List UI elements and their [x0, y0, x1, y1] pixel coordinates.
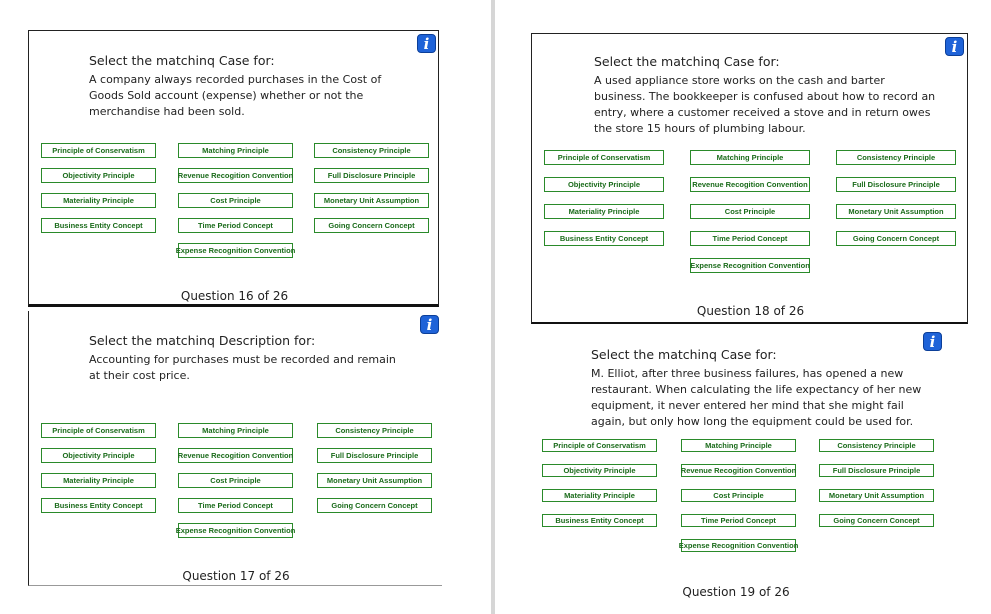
answer-materiality[interactable]: Materiality Principle — [544, 204, 664, 219]
prompt-body: M. Elliot, after three business failures, has opened a new restaurant. When calculating the life expectancy of her new equipment, it never entered her mind that she might fail again, but only how long the equipment could be used for. — [591, 367, 922, 428]
info-icon[interactable]: i — [420, 315, 439, 334]
question-prompt — [594, 54, 939, 137]
answer-going[interactable]: Going Concern Concept — [314, 218, 429, 233]
info-icon[interactable]: i — [417, 34, 436, 53]
answer-conservatism[interactable]: Principle of Conservatism — [544, 150, 664, 165]
answer-cost[interactable]: Cost Principle — [690, 204, 810, 219]
answer-revenue[interactable]: Revenue Recogition Convention — [680, 466, 797, 475]
question-prompt — [89, 333, 409, 384]
answer-objectivity[interactable]: Objectivity Principle — [542, 464, 657, 477]
answer-revenue[interactable]: Revenue Recogition Convention — [178, 168, 293, 183]
question-counter: Question 19 of 26 — [682, 585, 790, 599]
question-counter: Question 16 of 26 — [180, 289, 289, 303]
answer-monetary[interactable]: Monetary Unit Assumption — [317, 473, 432, 488]
prompt-title: Select the matchinq Case for: — [594, 54, 780, 69]
answer-going[interactable]: Going Concern Concept — [819, 514, 934, 527]
answer-materiality[interactable]: Materiality Principle — [41, 193, 156, 208]
answer-period[interactable]: Time Period Concept — [690, 231, 810, 246]
answer-conservatism[interactable]: Principle of Conservatism — [41, 423, 156, 438]
answer-matching[interactable]: Matching Principle — [690, 150, 810, 165]
prompt-title: Select the matchinq Case for: — [89, 53, 275, 68]
answer-consistency[interactable]: Consistency Principle — [317, 423, 432, 438]
answer-entity[interactable]: Business Entity Concept — [41, 218, 156, 233]
answer-matching[interactable]: Matching Principle — [178, 143, 293, 158]
answer-objectivity[interactable]: Objectivity Principle — [41, 168, 156, 183]
answer-entity[interactable]: Business Entity Concept — [544, 231, 664, 246]
panel-divider — [491, 0, 495, 614]
question-16-panel — [28, 30, 439, 307]
answer-disclosure[interactable]: Full Disclosure Principle — [317, 448, 432, 463]
answer-going[interactable]: Going Concern Concept — [317, 498, 432, 513]
answer-materiality[interactable]: Materiality Principle — [41, 473, 156, 488]
answer-entity[interactable]: Business Entity Concept — [542, 514, 657, 527]
prompt-title: Select the matchinq Description for: — [89, 333, 316, 348]
prompt-body: A company always recorded purchases in the Cost of Goods Sold account (expense) whether or not the merchandise had been sold. — [89, 73, 382, 118]
answer-period[interactable]: Time Period Concept — [178, 498, 293, 513]
answer-consistency[interactable]: Consistency Principle — [819, 439, 934, 452]
answer-expense[interactable]: Expense Recognition Convention — [178, 243, 293, 258]
answer-period[interactable]: Time Period Concept — [681, 514, 796, 527]
answer-disclosure[interactable]: Full Disclosure Principle — [836, 177, 956, 192]
prompt-body: Accounting for purchases must be recorded and remain at their cost price. — [89, 353, 396, 382]
answer-going[interactable]: Going Concern Concept — [836, 231, 956, 246]
answer-monetary[interactable]: Monetary Unit Assumption — [836, 204, 956, 219]
answer-disclosure[interactable]: Full Disclosure Principle — [819, 464, 934, 477]
answer-monetary[interactable]: Monetary Unit Assumption — [314, 193, 429, 208]
answer-conservatism[interactable]: Principle of Conservatism — [41, 143, 156, 158]
question-counter: Question 17 of 26 — [182, 569, 290, 583]
answer-matching[interactable]: Matching Principle — [681, 439, 796, 452]
question-prompt — [591, 347, 936, 430]
answer-objectivity[interactable]: Objectivity Principle — [41, 448, 156, 463]
answer-objectivity[interactable]: Objectivity Principle — [544, 177, 664, 192]
question-18-panel — [531, 33, 968, 324]
answer-cost[interactable]: Cost Principle — [178, 473, 293, 488]
answer-period[interactable]: Time Period Concept — [178, 218, 293, 233]
question-19-panel — [531, 330, 969, 610]
answer-cost[interactable]: Cost Principle — [178, 193, 293, 208]
answer-expense[interactable]: Expense Recognition Convention — [678, 541, 799, 550]
answer-consistency[interactable]: Consistency Principle — [836, 150, 956, 165]
answer-monetary[interactable]: Monetary Unit Assumption — [819, 489, 934, 502]
answer-disclosure[interactable]: Full Disclosure Principle — [314, 168, 429, 183]
info-icon[interactable]: i — [923, 332, 942, 351]
answer-conservatism[interactable]: Principle of Conservatism — [542, 439, 657, 452]
answer-consistency[interactable]: Consistency Principle — [314, 143, 429, 158]
prompt-title: Select the matchinq Case for: — [591, 347, 777, 362]
answer-matching[interactable]: Matching Principle — [178, 423, 293, 438]
question-prompt — [89, 53, 409, 120]
answer-revenue[interactable]: Revenue Recogition Convention — [178, 448, 293, 463]
question-17-panel — [28, 311, 442, 586]
answer-materiality[interactable]: Materiality Principle — [542, 489, 657, 502]
answer-entity[interactable]: Business Entity Concept — [41, 498, 156, 513]
answer-cost[interactable]: Cost Principle — [681, 489, 796, 502]
question-counter: Question 18 of 26 — [696, 304, 805, 318]
answer-revenue[interactable]: Revenue Recogition Convention — [690, 177, 810, 192]
answer-expense[interactable]: Expense Recognition Convention — [690, 258, 810, 273]
info-icon[interactable]: i — [945, 37, 964, 56]
prompt-body: A used appliance store works on the cash and barter business. The bookkeeper is confused about how to record an entry, where a customer received a stove and in return owes the store 15 hours of plumbing labour. — [594, 74, 936, 135]
answer-expense[interactable]: Expense Recognition Convention — [178, 523, 293, 538]
